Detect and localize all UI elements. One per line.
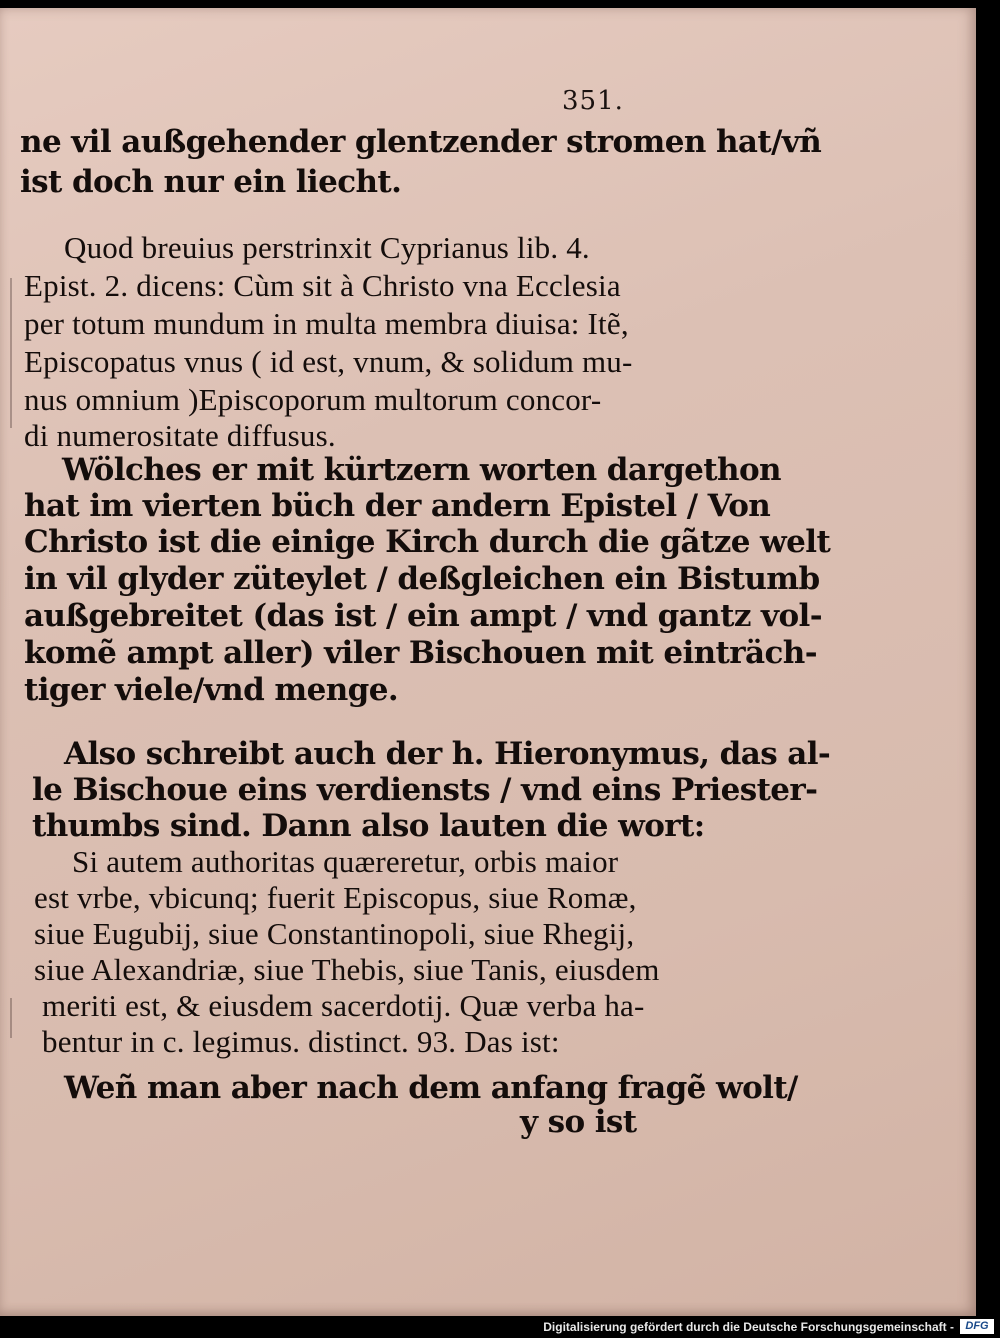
text-line: komẽ ampt aller) viler Bischouen mit einträch- (24, 635, 817, 671)
footer-credit: Digitalisierung gefördert durch die Deutsche Forschungsgemeinschaft - (543, 1320, 954, 1334)
page-edge-shadow (10, 278, 12, 428)
catchword: y so ist (520, 1104, 637, 1140)
text-line: siue Alexandriæ, siue Thebis, siue Tanis, eiusdem (34, 952, 660, 987)
page-number: 351. (562, 86, 624, 116)
text-line: per totum mundum in multa membra diuisa: Itẽ, (24, 306, 629, 341)
text-line: tiger viele/vnd menge. (24, 672, 399, 708)
text-line: di numerositate diffusus. (24, 418, 336, 453)
text-line: Epist. 2. dicens: Cùm sit à Christo vna Ecclesia (24, 268, 621, 303)
text-line: meriti est, & eiusdem sacerdotij. Quæ verba ha- (42, 988, 645, 1023)
text-line: außgebreitet (das ist / ein ampt / vnd gantz vol- (24, 598, 822, 634)
text-line: nus omnium )Episcoporum multorum concor- (24, 382, 602, 417)
dfg-logo: DFG (960, 1319, 994, 1334)
text-line: Si autem authoritas quæreretur, orbis maior (72, 844, 619, 879)
text-line: Weñ man aber nach dem anfang fragẽ wolt/ (64, 1070, 798, 1106)
text-line: est vrbe, vbicunq; fuerit Episcopus, siue Romæ, (34, 880, 637, 915)
text-line: Wölches er mit kürtzern worten dargethon (62, 452, 781, 488)
text-line: Also schreibt auch der h. Hieronymus, das al- (64, 736, 831, 772)
text-line: Episcopatus vnus ( id est, vnum, & solidum mu- (24, 344, 633, 379)
text-line: Christo ist die einige Kirch durch die gãtze welt (24, 524, 831, 560)
text-line: bentur in c. legimus. distinct. 93. Das ist: (42, 1024, 560, 1059)
text-line: thumbs sind. Dann also lauten die wort: (32, 808, 705, 844)
page-edge-shadow (10, 998, 12, 1038)
footer-bar (0, 1316, 1000, 1338)
text-line: ist doch nur ein liecht. (20, 164, 402, 200)
text-line: siue Eugubij, siue Constantinopoli, siue Rhegij, (34, 916, 635, 951)
text-line: hat im vierten büch der andern Epistel / Von (24, 488, 771, 524)
book-page (0, 8, 976, 1316)
text-line: in vil glyder züteylet / deßgleichen ein Bistumb (24, 561, 820, 597)
text-line: le Bischoue eins verdiensts / vnd eins Priester- (32, 772, 818, 808)
text-line: ne vil außgehender glentzender stromen hat/vñ (20, 124, 822, 160)
text-line: Quod breuius perstrinxit Cyprianus lib. 4. (64, 230, 590, 265)
